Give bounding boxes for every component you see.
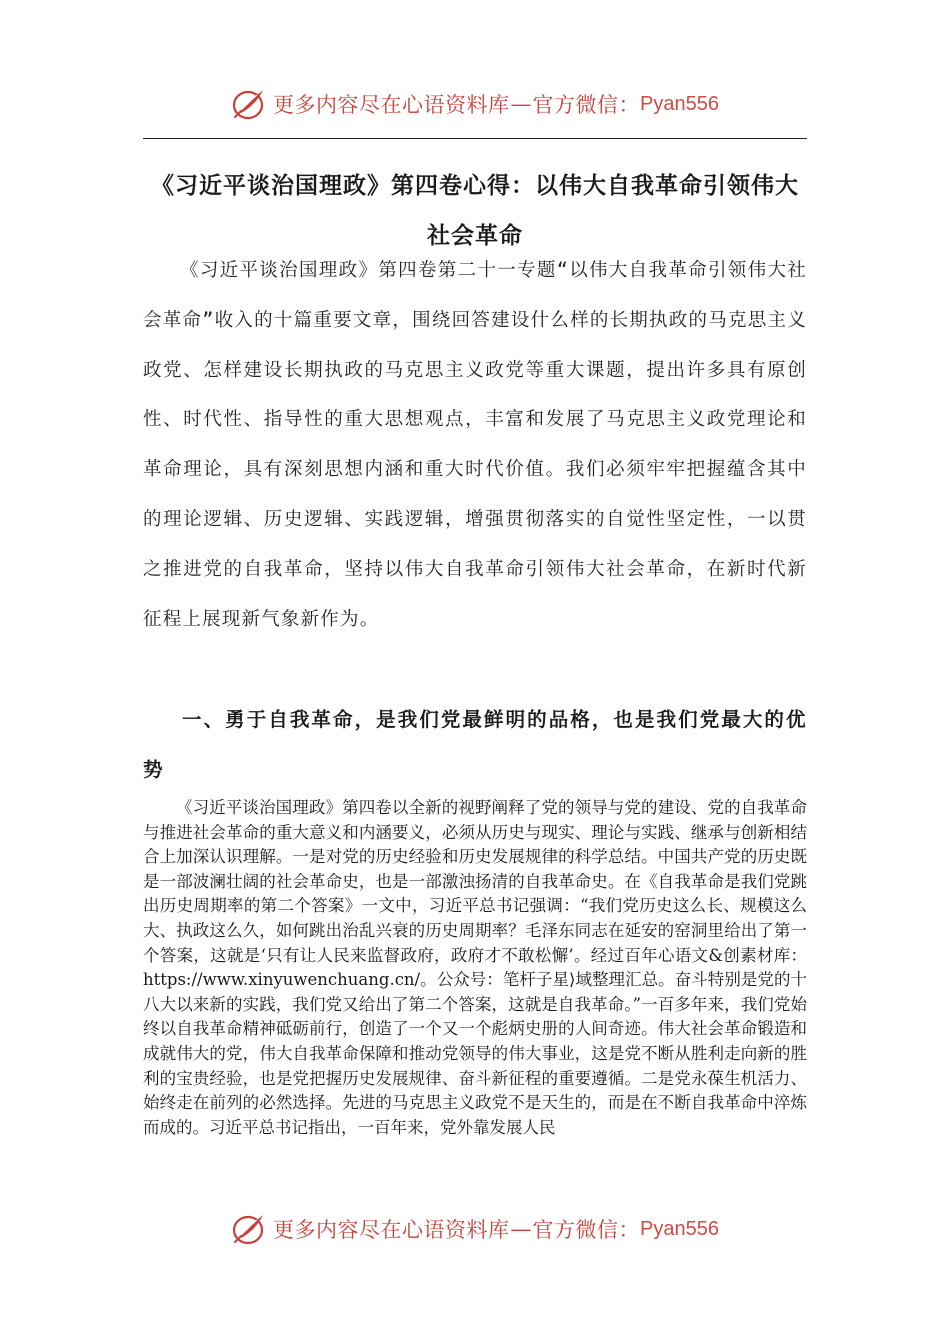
- header-wechat-label: 官方微信：: [532, 93, 641, 117]
- page-header: [0, 84, 950, 124]
- header-wechat-id: Pyan556: [640, 92, 719, 115]
- page-footer: [0, 1209, 950, 1249]
- footer-brand: [231, 1211, 719, 1247]
- footer-wechat-label: 官方微信：: [532, 1218, 641, 1242]
- quill-pen-logo-icon: [231, 1211, 267, 1247]
- header-brand-text: 更多内容尽在心语资料库: [273, 93, 510, 117]
- header-brand: [231, 86, 719, 122]
- body-paragraph: 《习近平谈治国理政》第四卷以全新的视野阐释了党的领导与党的建设、党的自我革命与推进社会革命的重大意义和内涵要义，必须从历史与现实、理论与实践、继承与创新相结合上加深认识理解。一是对党的历史经验和历史发展规律的科学总结。中国共产党的历史既是一部波澜壮阔的社会革命史，也是一部激浊扬清的自我革命史。在《自我革命是我们党跳出历史周期率的第二个答案》一文中，习近平总书记强调：“我们党历史这么长、规模这么大、执政这么久，如何跳出治乱兴衰的历史周期率？毛泽东同志在延安的窑洞里给出了第一个答案，这就是‘只有让人民来监督政府，政府才不敢松懈’。经过百年心语文&创素材库：https://www.xinyuwenchuang.cn/。公众号：笔杆子星⟩域整理汇总。奋斗特别是党的十八大以来新的实践，我们党又给出了第二个答案，这就是自我革命。”一百多年来，我们党始终以自我革命精神砥砺前行，创造了一个又一个彪炳史册的人间奇迹。伟大社会革命锻造和成就伟大的党，伟大自我革命保障和推动党领导的伟大事业，这是党不断从胜利走向新的胜利的宝贵经验，也是党把握历史发展规律、奋斗新征程的重要遵循。二是党永葆生机活力、始终走在前列的必然选择。先进的马克思主义政党不是天生的，而是在不断自我革命中淬炼而成的。习近平总书记指出，一百年来，党外靠发展人民: [143, 798, 807, 1137]
- footer-separator: —: [510, 1217, 532, 1241]
- header-divider: [143, 138, 807, 139]
- section-heading: 一、勇于自我革命，是我们党最鲜明的品格，也是我们党最大的优势: [143, 708, 807, 781]
- intro-paragraph: 《习近平谈治国理政》第四卷第二十一专题“以伟大自我革命引领伟大社会革命”收入的十篇重要文章，围绕回答建设什么样的长期执政的马克思主义政党、怎样建设长期执政的马克思主义政党等重大课题，提出许多具有原创性、时代性、指导性的重大思想观点，丰富和发展了马克思主义政党理论和革命理论，具有深刻思想内涵和重大时代价值。我们必须牢牢把握蕴含其中的理论逻辑、历史逻辑、实践逻辑，增强贯彻落实的自觉性坚定性，一以贯之推进党的自我革命，坚持以伟大自我革命引领伟大社会革命，在新时代新征程上展现新气象新作为。: [143, 260, 807, 630]
- quill-pen-logo-icon: [231, 86, 267, 122]
- header-separator: —: [510, 92, 532, 116]
- footer-brand-text: 更多内容尽在心语资料库: [273, 1218, 510, 1242]
- document-title: 《习近平谈治国理政》第四卷心得：以伟大自我革命引领伟大社会革命: [151, 173, 799, 250]
- footer-wechat-id: Pyan556: [640, 1217, 719, 1240]
